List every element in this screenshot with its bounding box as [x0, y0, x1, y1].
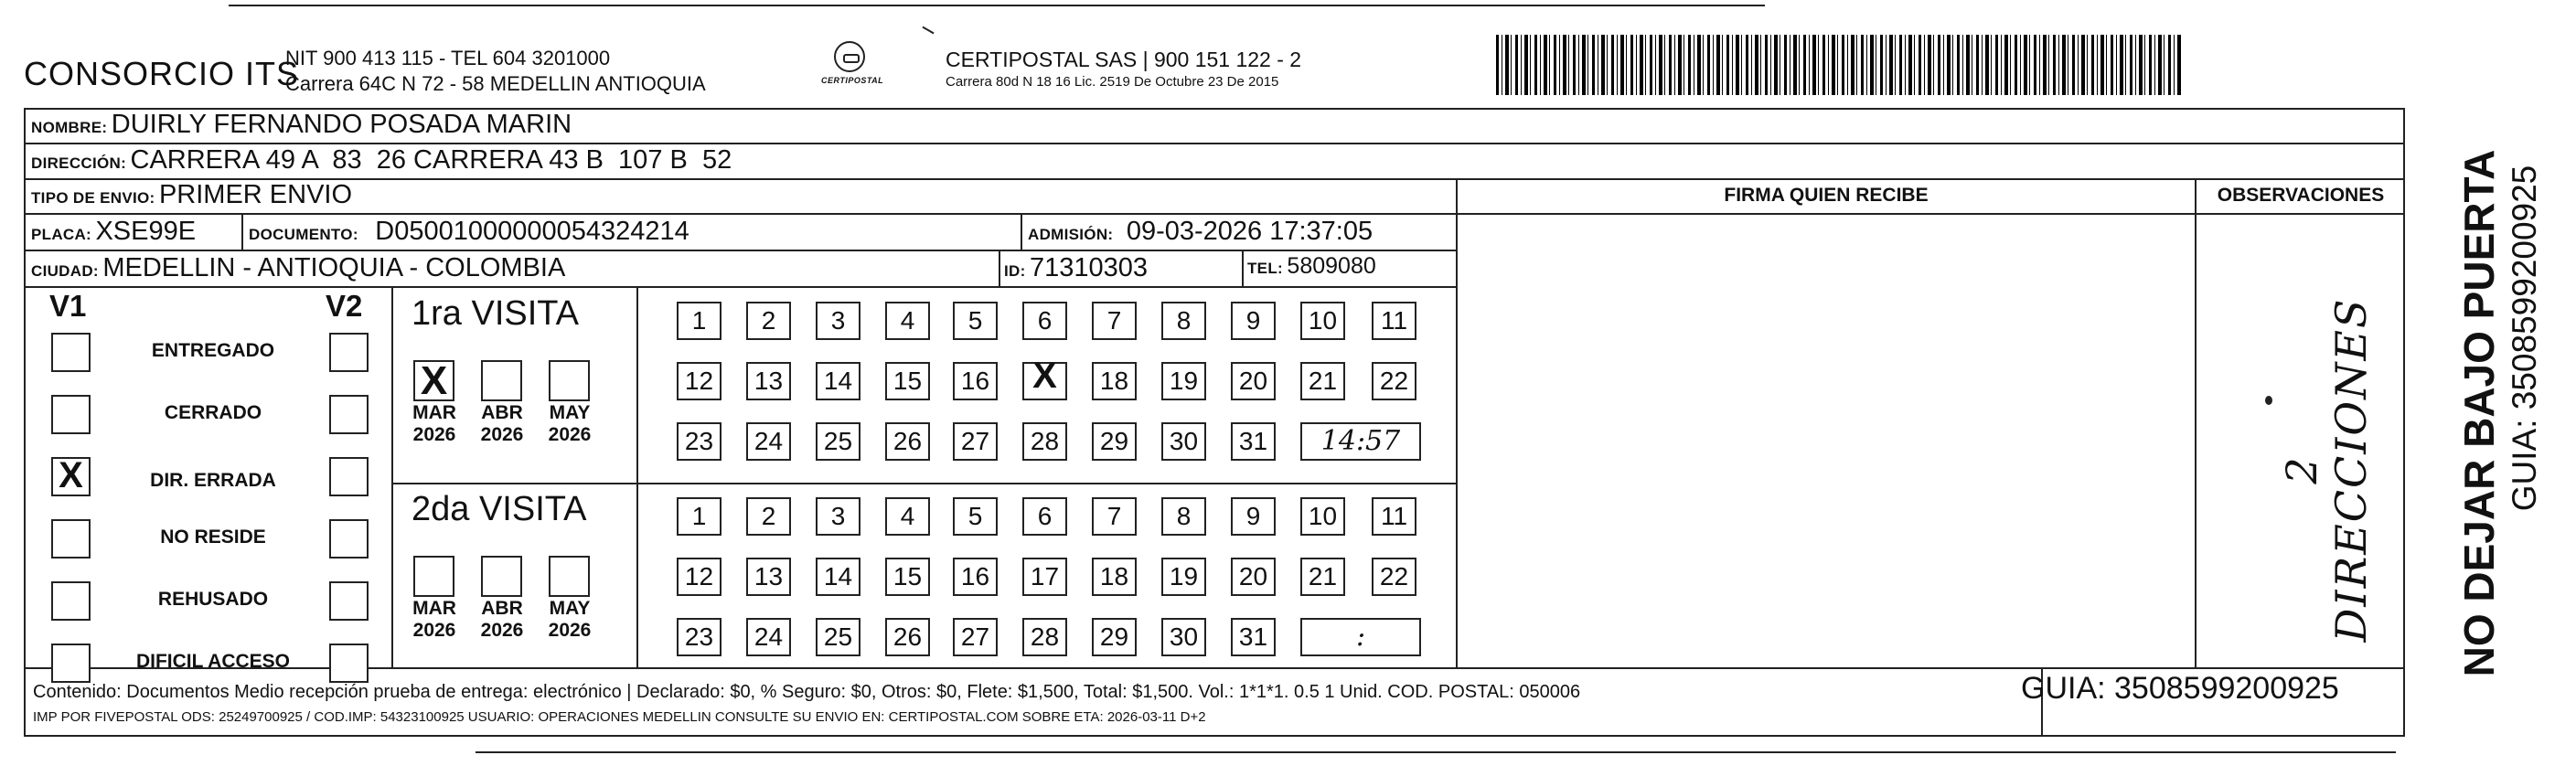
admision-label: ADMISIÓN:: [1028, 226, 1114, 243]
visit1-day-box[interactable]: 4: [885, 302, 930, 340]
month-year: 2026: [480, 620, 524, 641]
seal-caption: CERTIPOSTAL: [821, 76, 884, 85]
v2-checkbox-dir-errada[interactable]: [329, 457, 369, 496]
footer-print-info: IMP POR FIVEPOSTAL ODS: 25249700925 / COD.IMP: 54323100925 USUARIO: OPERACIONES MEDELLIN CONSULTE SU ENVIO EN: CERTIPOSTAL.COM SOBRE ETA: 2026-03-11 D+2: [33, 709, 1206, 725]
visit2-day-box[interactable]: 26: [885, 618, 930, 656]
visit1-day-box[interactable]: 7: [1092, 302, 1137, 340]
ciudad-value: MEDELLIN - ANTIOQUIA - COLOMBIA: [102, 253, 566, 282]
visit2-day-box[interactable]: 15: [885, 558, 930, 596]
visit1-day-box[interactable]: 21: [1300, 362, 1345, 400]
v2-header: V2: [326, 289, 363, 323]
visit1-month-may-label: [538, 402, 602, 446]
visit1-time-box[interactable]: 14:57: [1300, 422, 1421, 461]
admision-value: 09-03-2026 17:37:05: [1126, 217, 1374, 246]
v1-checkbox-no-reside[interactable]: [51, 519, 91, 559]
v1-checkbox-rehusado[interactable]: [51, 581, 91, 621]
observaciones-handwritten: 2 DIRECCIONES: [2277, 297, 2376, 643]
visit1-day-box[interactable]: 24: [746, 422, 791, 461]
visit2-day-box[interactable]: 14: [816, 558, 860, 596]
month-name: MAY: [549, 402, 591, 423]
visit2-month-may-checkbox[interactable]: [549, 556, 590, 597]
v2-checkbox-dificil-acceso[interactable]: [329, 644, 369, 683]
field-ciudad: [31, 253, 565, 283]
visit1-day-box[interactable]: 22: [1372, 362, 1416, 400]
visit2-day-box[interactable]: 7: [1092, 497, 1137, 536]
divider-firma: [1456, 178, 1458, 667]
visit1-day-box[interactable]: 14: [816, 362, 860, 400]
visit2-month-mar-label: [402, 598, 466, 642]
visit1-month-mar-checkbox[interactable]: [413, 360, 454, 401]
field-id: [1004, 253, 1148, 283]
company-address-line: Carrera 64C N 72 - 58 MEDELLIN ANTIOQUIA: [285, 72, 706, 95]
divider-status: [391, 286, 393, 667]
bottom-rule: [476, 751, 2396, 753]
visit2-time-box[interactable]: :: [1300, 618, 1421, 656]
visit2-day-box[interactable]: 10: [1300, 497, 1345, 536]
month-year: 2026: [412, 424, 456, 445]
visit2-month-mar-checkbox[interactable]: [413, 556, 454, 597]
visit2-day-box[interactable]: 5: [953, 497, 998, 536]
visit1-day-box[interactable]: 25: [816, 422, 860, 461]
field-documento: [249, 217, 689, 247]
id-value: 71310303: [1030, 253, 1149, 282]
status-label-rehusado: REHUSADO: [157, 589, 269, 610]
field-nombre: [31, 110, 572, 140]
visit2-month-may-label: [538, 598, 602, 642]
pen-mark: [922, 27, 934, 35]
month-name: ABR: [481, 598, 523, 619]
visit1-day-box[interactable]: 2: [746, 302, 791, 340]
visit1-day-box[interactable]: [1022, 362, 1067, 400]
direccion-value: CARRERA 49 A 83 26 CARRERA 43 B 107 B 52: [130, 145, 732, 175]
visit1-day-box[interactable]: 30: [1161, 422, 1206, 461]
status-label-cerrado: CERRADO: [164, 402, 262, 423]
divider-id: [999, 250, 1000, 286]
month-year: 2026: [480, 424, 524, 445]
nombre-value: DUIRLY FERNANDO POSADA MARIN: [111, 110, 572, 139]
status-label-dir-errada: DIR. ERRADA: [150, 470, 276, 491]
v2-checkbox-no-reside[interactable]: [329, 519, 369, 559]
nombre-label: NOMBRE:: [31, 119, 108, 136]
rule-footer: [24, 667, 2405, 669]
side-guia: GUIA: 3508599200925: [2506, 165, 2543, 512]
divider-obs: [2195, 178, 2197, 667]
company-info: [285, 46, 706, 97]
visit-title-1: 1ra VISITA: [412, 294, 580, 333]
footer-contents: Contenido: Documentos Medio recepción prueba de entrega: electrónico | Declarado: $0, % Seguro: $0, Otros: $0, Flete: $1,500, Total: $1,500. Vol.: 1*1*1. 0.5 1 Unid. COD. POSTAL: 050006: [33, 682, 1581, 702]
visit2-day-box[interactable]: 12: [677, 558, 721, 596]
postal-name-line: CERTIPOSTAL SAS | 900 151 122 - 2: [946, 48, 1302, 71]
visit2-month-abr-checkbox[interactable]: [481, 556, 522, 597]
visit1-day-box[interactable]: 31: [1231, 422, 1276, 461]
visit1-month-abr-checkbox[interactable]: [481, 360, 522, 401]
v1-checkbox-dificil-acceso[interactable]: [51, 644, 91, 683]
month-name: MAY: [549, 598, 591, 619]
status-label-entregado: ENTREGADO: [151, 340, 275, 361]
visit2-day-box[interactable]: 25: [816, 618, 860, 656]
visit1-day-box[interactable]: 15: [885, 362, 930, 400]
observaciones-header: OBSERVACIONES: [2217, 185, 2385, 206]
visit1-day-box[interactable]: 27: [953, 422, 998, 461]
company-name: CONSORCIO ITS: [24, 55, 300, 92]
divider-admision: [1021, 213, 1022, 250]
rule-ciudad: [24, 286, 1456, 288]
visit2-day-box[interactable]: 4: [885, 497, 930, 536]
visit1-day-box[interactable]: 12: [677, 362, 721, 400]
visit1-day-box[interactable]: 6: [1022, 302, 1067, 340]
visit2-day-box[interactable]: 20: [1231, 558, 1276, 596]
id-label: ID:: [1004, 262, 1026, 280]
ink-dot: [2265, 396, 2272, 405]
visit2-day-box[interactable]: 1: [677, 497, 721, 536]
placa-value: XSE99E: [95, 217, 197, 246]
visit2-day-box[interactable]: 31: [1231, 618, 1276, 656]
visit1-day-box[interactable]: 1: [677, 302, 721, 340]
field-admision: [1028, 217, 1373, 247]
field-placa: [31, 217, 196, 247]
rule-visits: [391, 483, 1456, 484]
v1-checkbox-entregado[interactable]: [51, 333, 91, 372]
visit2-day-box[interactable]: 8: [1161, 497, 1206, 536]
visit2-day-box[interactable]: 11: [1372, 497, 1416, 536]
company-nit-line: NIT 900 413 115 - TEL 604 3201000: [285, 47, 611, 69]
v2-checkbox-cerrado[interactable]: [329, 395, 369, 434]
visit1-day-box[interactable]: 26: [885, 422, 930, 461]
ciudad-label: CIUDAD:: [31, 262, 99, 280]
field-direccion: [31, 145, 732, 176]
visit2-day-box[interactable]: 30: [1161, 618, 1206, 656]
visit2-day-box[interactable]: 22: [1372, 558, 1416, 596]
divider-tel: [1242, 250, 1244, 286]
visit1-day-box[interactable]: 29: [1092, 422, 1137, 461]
visit2-day-box[interactable]: 9: [1231, 497, 1276, 536]
postal-license-line: Carrera 80d N 18 16 Lic. 2519 De Octubre 23 De 2015: [946, 74, 1279, 90]
visit2-day-box[interactable]: 6: [1022, 497, 1067, 536]
visit1-day-box[interactable]: 23: [677, 422, 721, 461]
visit1-day-box[interactable]: 9: [1231, 302, 1276, 340]
postal-info: [946, 48, 1301, 92]
visit1-month-mar-label: [402, 402, 466, 446]
footer-guia: GUIA: 3508599200925: [2021, 671, 2339, 706]
month-year: 2026: [412, 620, 456, 641]
visit1-day-box[interactable]: 5: [953, 302, 998, 340]
visit2-day-box[interactable]: 13: [746, 558, 791, 596]
visit2-month-abr-label: [470, 598, 534, 642]
v1-checkbox-dir-errada[interactable]: [51, 457, 91, 496]
top-rule: [229, 5, 1765, 6]
documento-value: D05001000000054324214: [375, 217, 689, 246]
tipo-label: TIPO DE ENVIO:: [31, 189, 155, 207]
visit2-day-box[interactable]: 29: [1092, 618, 1137, 656]
visit2-day-box[interactable]: 27: [953, 618, 998, 656]
rule-tipo: [24, 213, 2405, 215]
status-label-no-reside: NO RESIDE: [160, 527, 266, 548]
visit1-day-box[interactable]: 13: [746, 362, 791, 400]
month-name: ABR: [481, 402, 523, 423]
visit1-month-abr-label: [470, 402, 534, 446]
month-year: 2026: [548, 620, 592, 641]
visit2-day-box[interactable]: 17: [1022, 558, 1067, 596]
tel-value: 5809080: [1287, 253, 1376, 279]
month-year: 2026: [548, 424, 592, 445]
field-tipo: [31, 180, 352, 210]
visit1-day-box[interactable]: 28: [1022, 422, 1067, 461]
tipo-value: PRIMER ENVIO: [158, 180, 353, 209]
visit2-day-box[interactable]: 19: [1161, 558, 1206, 596]
visit2-day-box[interactable]: 28: [1022, 618, 1067, 656]
visit2-day-box[interactable]: 3: [816, 497, 860, 536]
rule-direccion: [24, 178, 2405, 180]
v2-checkbox-rehusado[interactable]: [329, 581, 369, 621]
month-name: MAR: [412, 598, 456, 619]
visit1-day-box[interactable]: 3: [816, 302, 860, 340]
visit-title-2: 2da VISITA: [412, 490, 587, 528]
barcode: [1496, 35, 2182, 95]
visit1-day-box[interactable]: 16: [953, 362, 998, 400]
visit2-day-box[interactable]: 23: [677, 618, 721, 656]
placa-label: PLACA:: [31, 226, 92, 243]
visit2-day-box[interactable]: 18: [1092, 558, 1137, 596]
status-label-dificil-acceso: DIFICIL ACCESO: [135, 651, 290, 672]
tel-label: TEL:: [1247, 260, 1283, 277]
postal-seal-icon: [821, 41, 884, 94]
visit1-day-box[interactable]: 8: [1161, 302, 1206, 340]
visit2-day-box[interactable]: 16: [953, 558, 998, 596]
visit2-day-box[interactable]: 24: [746, 618, 791, 656]
visit1-month-may-checkbox[interactable]: [549, 360, 590, 401]
visit1-day-box[interactable]: 20: [1231, 362, 1276, 400]
v2-checkbox-entregado[interactable]: [329, 333, 369, 372]
rule-obs-head: [2195, 213, 2405, 215]
documento-label: DOCUMENTO:: [249, 226, 358, 243]
rule-nombre: [24, 143, 2405, 144]
divider-placa: [241, 213, 243, 250]
field-tel: [1247, 253, 1376, 280]
firma-header: FIRMA QUIEN RECIBE: [1724, 185, 1929, 206]
side-warning: NO DEJAR BAJO PUERTA: [2455, 149, 2503, 677]
visit1-day-box[interactable]: 18: [1092, 362, 1137, 400]
visit2-day-box[interactable]: 2: [746, 497, 791, 536]
visit1-day-box[interactable]: 19: [1161, 362, 1206, 400]
direccion-label: DIRECCIÓN:: [31, 154, 127, 172]
month-name: MAR: [412, 402, 456, 423]
v1-header: V1: [49, 289, 87, 323]
v1-checkbox-cerrado[interactable]: [51, 395, 91, 434]
visit1-day-box[interactable]: 11: [1372, 302, 1416, 340]
visit1-day-box[interactable]: 10: [1300, 302, 1345, 340]
divider-calendar: [636, 286, 638, 667]
visit2-day-box[interactable]: 21: [1300, 558, 1345, 596]
